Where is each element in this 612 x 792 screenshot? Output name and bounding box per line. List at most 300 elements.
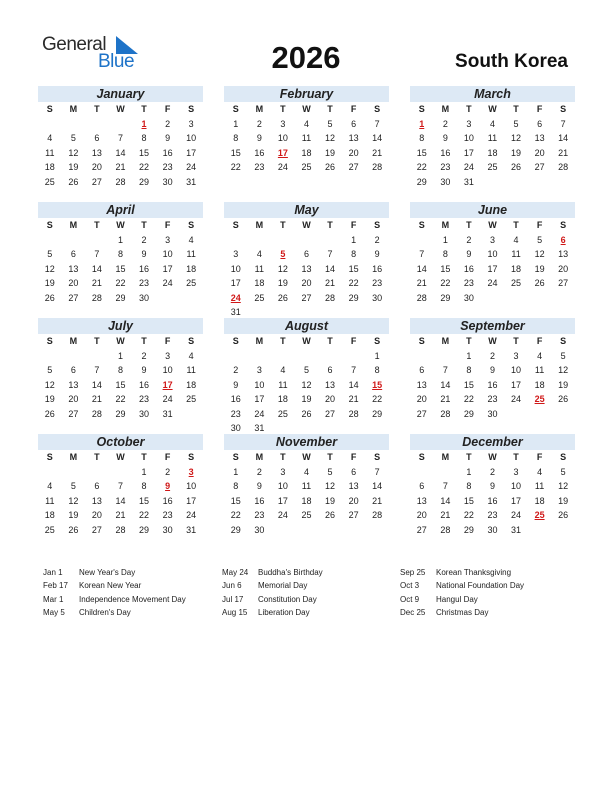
weekday-label: S [232,104,239,114]
weekday-label: S [46,336,53,346]
weekday-label: S [188,104,195,114]
weekday-label: S [188,336,195,346]
day-cell: 2 [374,234,380,245]
weekday-label: T [280,220,286,230]
day-cell: 23 [487,510,498,520]
day-cell: 28 [372,510,383,520]
weekday-label: T [141,220,147,230]
weekday-label: S [560,452,567,462]
day-cell: 17 [487,263,498,274]
holiday-day-cell: 1 [141,118,147,129]
day-cell: 17 [162,263,173,274]
day-cell: 16 [440,147,451,158]
empty-day-cell [38,117,62,132]
day-cell: 25 [301,162,312,172]
day-cell: 23 [254,162,265,172]
day-cell: 17 [277,495,288,506]
day-cell: 14 [115,495,126,506]
day-cell: 2 [489,466,495,477]
week-row [410,276,575,291]
weekday-label: T [94,452,100,462]
day-cell: 23 [162,162,173,172]
week-row [410,508,575,523]
day-cell: 6 [70,365,76,375]
day-cell: 14 [416,263,427,274]
day-cell: 4 [489,118,495,129]
day-cell: 28 [91,292,102,303]
day-cell: 19 [558,379,569,390]
weekday-label: T [513,220,519,230]
empty-day-cell [481,291,505,306]
weekday-header-row [224,218,389,233]
week-row [224,131,389,146]
day-cell: 4 [188,350,194,361]
holiday-day-cell: 15 [372,379,383,390]
day-cell: 28 [440,408,451,419]
week-row [224,465,389,480]
day-cell: 17 [511,495,522,506]
day-cell: 5 [560,350,566,361]
day-cell: 22 [139,162,150,172]
empty-day-cell [342,523,366,538]
weekday-label: T [280,452,286,462]
day-cell: 17 [186,147,197,158]
empty-day-cell [248,349,272,364]
day-cell: 24 [162,278,173,288]
day-cell: 5 [537,234,543,245]
day-cell: 6 [419,481,425,491]
day-cell: 12 [325,481,336,491]
weekday-label: M [255,452,264,462]
day-cell: 1 [374,350,380,361]
day-cell: 25 [44,524,55,535]
day-cell: 20 [68,278,79,288]
day-cell: 16 [463,263,474,274]
day-cell: 29 [440,292,451,303]
day-cell: 22 [463,394,474,404]
day-cell: 15 [115,263,126,274]
week-row [224,117,389,132]
week-row [224,392,389,407]
day-cell: 2 [489,350,495,361]
holiday-entry [400,606,524,619]
empty-day-cell [434,465,458,480]
day-cell: 3 [489,234,495,245]
day-cell: 7 [419,249,425,259]
day-cell: 18 [254,278,265,288]
day-cell: 23 [230,408,241,419]
empty-day-cell [271,523,295,538]
holiday-name: Memorial Day [258,581,308,591]
logo-general-text: General [42,34,107,55]
day-cell: 13 [348,481,359,491]
day-cell: 21 [91,394,102,404]
day-cell: 9 [466,249,472,259]
day-cell: 18 [534,495,545,506]
day-cell: 19 [558,495,569,506]
weekday-label: F [164,336,171,346]
week-row [38,247,203,262]
week-row [38,508,203,523]
day-cell: 19 [534,263,545,274]
day-cell: 27 [348,162,359,172]
week-row [38,349,203,364]
day-cell: 22 [348,278,359,288]
day-cell: 7 [442,365,448,375]
day-cell: 15 [463,379,474,390]
day-cell: 19 [277,278,288,288]
day-cell: 22 [115,394,126,404]
weekday-label: F [536,104,543,114]
week-row [38,392,203,407]
day-cell: 26 [68,176,79,187]
weekday-label: S [188,220,195,230]
day-cell: 20 [416,394,427,404]
holiday-name: Christmas Day [436,607,489,617]
day-cell: 20 [416,510,427,520]
day-cell: 12 [68,495,79,506]
day-cell: 10 [230,263,241,274]
day-cell: 6 [419,365,425,375]
day-cell: 8 [419,133,425,143]
holiday-date: Jul 17 [222,594,244,604]
holiday-date: Jun 6 [222,581,242,591]
day-cell: 22 [416,162,427,172]
day-cell: 18 [534,379,545,390]
day-cell: 26 [44,408,55,419]
empty-day-cell [248,233,272,248]
week-row [410,146,575,161]
month-june [410,202,575,305]
day-cell: 5 [513,118,519,129]
week-row [410,291,575,306]
day-cell: 9 [256,133,262,143]
day-cell: 31 [230,307,241,317]
day-cell: 10 [254,379,265,390]
week-row [38,378,203,393]
day-cell: 2 [233,365,239,375]
day-cell: 9 [489,365,495,375]
weekday-label: F [536,336,543,346]
day-cell: 28 [325,292,336,303]
day-cell: 12 [511,133,522,143]
day-cell: 19 [301,394,312,404]
day-cell: 29 [139,176,150,187]
day-cell: 4 [256,249,262,259]
day-cell: 28 [348,408,359,419]
month-title: August [224,318,389,334]
weekday-label: T [280,336,286,346]
day-cell: 22 [115,278,126,288]
day-cell: 29 [115,408,126,419]
day-cell: 3 [513,466,519,477]
day-cell: 18 [487,147,498,158]
weekday-label: M [255,104,264,114]
day-cell: 7 [442,481,448,491]
month-title: June [410,202,575,218]
month-title: December [410,434,575,450]
empty-day-cell [62,117,86,132]
week-row [224,363,389,378]
day-cell: 28 [115,524,126,535]
empty-day-cell [504,175,528,190]
weekday-label: T [141,104,147,114]
weekday-label: T [280,104,286,114]
empty-day-cell [434,349,458,364]
day-cell: 13 [68,379,79,390]
day-cell: 28 [558,162,569,172]
day-cell: 13 [301,263,312,274]
day-cell: 30 [487,524,498,535]
weekday-header-row [410,334,575,349]
day-cell: 26 [277,292,288,303]
holiday-date: Jan 1 [43,568,63,577]
day-cell: 19 [68,510,79,520]
week-row [38,233,203,248]
empty-day-cell [295,233,319,248]
day-cell: 6 [351,466,357,477]
week-row [38,291,203,306]
empty-day-cell [410,233,434,248]
holiday-entry [43,593,186,606]
day-cell: 12 [301,379,312,390]
day-cell: 7 [94,249,100,259]
day-cell: 8 [442,249,448,259]
day-cell: 26 [68,524,79,535]
weekday-label: W [302,452,311,462]
day-cell: 1 [466,466,472,477]
weekday-label: F [350,104,357,114]
weekday-label: T [94,336,100,346]
empty-day-cell [224,349,248,364]
day-cell: 24 [254,408,265,419]
holiday-name: Children's Day [79,607,131,617]
day-cell: 9 [256,481,262,491]
day-cell: 29 [416,176,427,187]
holiday-date: Mar 1 [43,594,64,604]
week-row [224,378,389,393]
day-cell: 23 [254,510,265,520]
day-cell: 21 [440,510,451,520]
day-cell: 5 [47,365,53,375]
day-cell: 13 [558,249,569,259]
day-cell: 27 [91,176,102,187]
empty-day-cell [504,291,528,306]
day-cell: 25 [186,278,197,288]
holiday-entry [400,579,524,592]
weekday-label: M [441,104,450,114]
day-cell: 11 [254,263,265,274]
empty-day-cell [271,233,295,248]
day-cell: 28 [416,292,427,303]
weekday-label: S [418,452,425,462]
month-may [224,202,389,320]
day-cell: 25 [511,278,522,288]
month-august [224,318,389,436]
day-cell: 7 [351,365,357,375]
empty-day-cell [528,175,552,190]
day-cell: 30 [254,524,265,535]
weekday-label: W [302,104,311,114]
day-cell: 18 [511,263,522,274]
day-cell: 22 [463,510,474,520]
holiday-name: Liberation Day [258,607,310,617]
weekday-label: W [302,336,311,346]
day-cell: 11 [534,365,545,375]
week-row [410,465,575,480]
week-row [38,146,203,161]
day-cell: 25 [277,408,288,419]
day-cell: 6 [70,249,76,259]
day-cell: 19 [511,147,522,158]
day-cell: 20 [534,147,545,158]
day-cell: 16 [372,263,383,274]
day-cell: 4 [280,365,286,375]
weekday-label: W [488,220,497,230]
week-row [224,494,389,509]
day-cell: 27 [68,292,79,303]
day-cell: 1 [117,234,123,245]
day-cell: 30 [487,408,498,419]
month-january [38,86,203,189]
weekday-label: T [94,104,100,114]
weekday-header-row [38,334,203,349]
empty-day-cell [551,407,575,422]
week-row [410,363,575,378]
month-december [410,434,575,537]
empty-day-cell [85,233,109,248]
day-cell: 21 [91,278,102,288]
holiday-day-cell: 5 [280,249,286,259]
weekday-label: M [69,104,78,114]
day-cell: 15 [230,495,241,506]
month-april [38,202,203,305]
month-november [224,434,389,537]
day-cell: 21 [416,278,427,288]
day-cell: 30 [440,176,451,187]
day-cell: 18 [277,394,288,404]
holiday-column [400,566,524,619]
day-cell: 13 [91,495,102,506]
weekday-label: W [488,104,497,114]
day-cell: 8 [374,365,380,375]
day-cell: 13 [91,147,102,158]
day-cell: 10 [186,133,197,143]
day-cell: 26 [511,162,522,172]
weekday-label: M [69,336,78,346]
day-cell: 30 [139,408,150,419]
holiday-entry [222,606,323,619]
day-cell: 20 [348,147,359,158]
day-cell: 27 [325,408,336,419]
day-cell: 25 [301,510,312,520]
day-cell: 30 [463,292,474,303]
holiday-entry [222,566,323,579]
day-cell: 23 [162,510,173,520]
holiday-date: Oct 3 [400,581,420,591]
day-cell: 26 [534,278,545,288]
empty-day-cell [38,233,62,248]
holiday-date: May 5 [43,607,65,617]
day-cell: 1 [233,466,239,477]
day-cell: 5 [70,481,76,491]
day-cell: 9 [233,379,239,390]
weekday-label: T [466,452,472,462]
day-cell: 19 [44,278,55,288]
day-cell: 13 [68,263,79,274]
empty-day-cell [365,523,389,538]
day-cell: 15 [416,147,427,158]
day-cell: 3 [188,118,194,129]
holiday-day-cell: 1 [419,118,425,129]
empty-day-cell [38,349,62,364]
day-cell: 2 [256,118,262,129]
day-cell: 10 [487,249,498,259]
week-row [224,262,389,277]
weekday-label: T [327,336,333,346]
day-cell: 12 [534,249,545,259]
day-cell: 2 [165,466,171,477]
empty-day-cell [481,175,505,190]
day-cell: 8 [233,481,239,491]
empty-day-cell [318,233,342,248]
day-cell: 26 [301,408,312,419]
holiday-date: Aug 15 [222,607,248,617]
holiday-name: Independence Movement Day [79,594,186,604]
day-cell: 13 [534,133,545,143]
week-row [410,117,575,132]
week-row [410,131,575,146]
day-cell: 26 [44,292,55,303]
weekday-label: S [232,452,239,462]
day-cell: 28 [372,162,383,172]
day-cell: 5 [560,466,566,477]
day-cell: 22 [440,278,451,288]
week-row [410,523,575,538]
day-cell: 16 [254,495,265,506]
month-title: November [224,434,389,450]
weekday-label: S [374,336,381,346]
weekday-label: S [46,104,53,114]
week-row [410,262,575,277]
week-row [224,479,389,494]
day-cell: 12 [277,263,288,274]
holiday-day-cell: 17 [162,379,173,390]
day-cell: 11 [511,249,521,259]
holiday-entry [43,606,186,619]
holiday-day-cell: 17 [277,147,288,158]
week-row [410,233,575,248]
weekday-header-row [38,450,203,465]
empty-day-cell [295,349,319,364]
holiday-day-cell: 6 [560,234,566,245]
weekday-label: T [327,220,333,230]
day-cell: 31 [254,423,265,433]
day-cell: 8 [141,481,147,491]
day-cell: 3 [165,234,171,245]
weekday-label: M [255,220,264,230]
day-cell: 29 [372,408,383,419]
day-cell: 3 [256,365,262,375]
day-cell: 8 [466,365,472,375]
day-cell: 8 [117,249,123,259]
empty-day-cell [551,523,575,538]
week-row [38,523,203,538]
day-cell: 6 [94,481,100,491]
month-title: February [224,86,389,102]
day-cell: 24 [277,162,288,172]
weekday-header-row [410,102,575,117]
